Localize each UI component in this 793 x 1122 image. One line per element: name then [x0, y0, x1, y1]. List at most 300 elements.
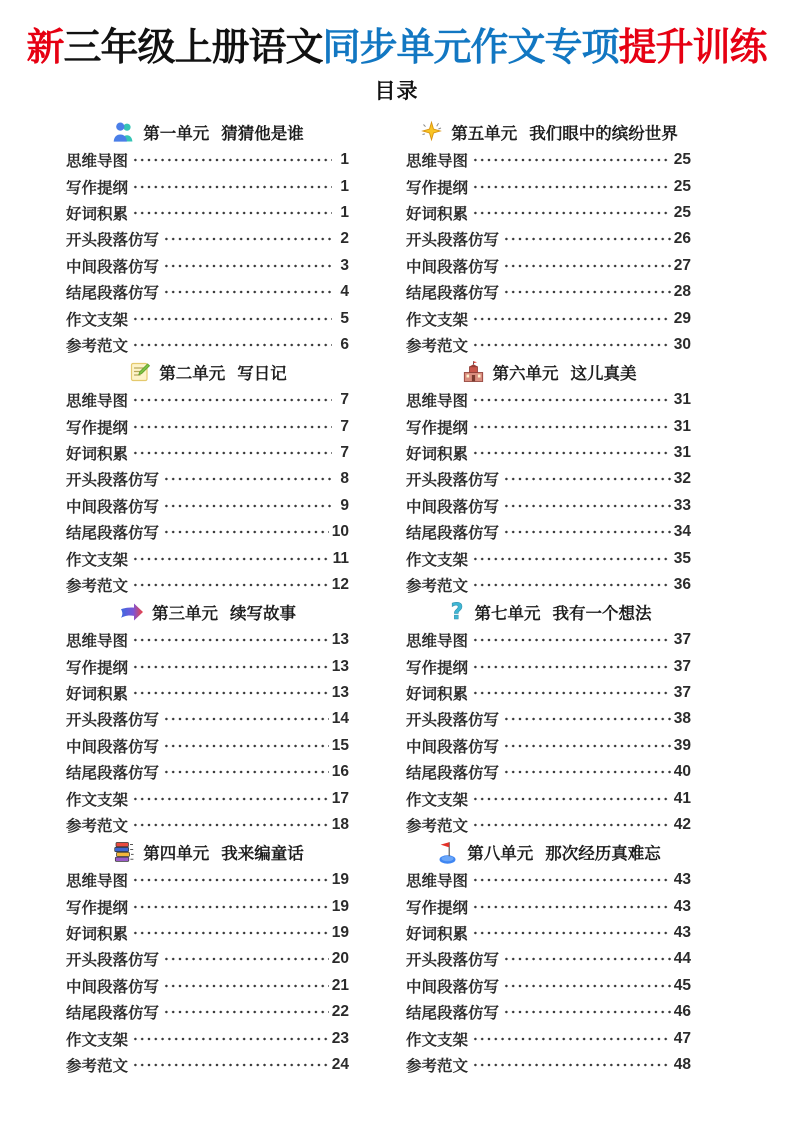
- toc-entry-page: 20: [331, 950, 349, 968]
- toc-entry-label: 中间段落仿写: [406, 738, 500, 756]
- toc-entry: [66, 1025, 349, 1051]
- toc-entry: [406, 387, 691, 413]
- toc-entry-page: 46: [673, 1003, 691, 1021]
- toc-entry-page: 13: [331, 631, 349, 649]
- toc-entry-page: 1: [340, 203, 349, 221]
- toc-entry-page: 13: [331, 683, 349, 701]
- dotted-leader: [503, 231, 671, 247]
- toc-entry-page: 5: [340, 309, 349, 327]
- section-header: [66, 358, 349, 385]
- toc-entry: [66, 785, 349, 811]
- toc-entry: [406, 653, 691, 679]
- dotted-leader: [503, 738, 671, 754]
- dotted-leader: [503, 524, 671, 540]
- dotted-leader: [472, 205, 671, 221]
- dotted-leader: [163, 978, 329, 994]
- toc-entry-page: 28: [673, 283, 691, 301]
- toc-entry-page: 11: [332, 549, 349, 567]
- toc-entry: [66, 200, 349, 226]
- toc-entry-label: 参考范文: [66, 337, 129, 355]
- unit-topic: 我有一个想法: [552, 604, 652, 623]
- toc-entry: [66, 279, 349, 305]
- toc-entry-label: 好词积累: [406, 205, 469, 223]
- toc-entry: [66, 147, 349, 173]
- toc-entry-label: 作文支架: [406, 791, 469, 809]
- toc-entry-page: 48: [673, 1055, 691, 1073]
- toc-section: [66, 598, 349, 838]
- dotted-leader: [132, 899, 329, 915]
- toc-entry: [406, 733, 691, 759]
- toc-entry-label: 写作提纲: [66, 179, 129, 197]
- table-of-contents: [0, 118, 793, 1078]
- toc-entry-page: 27: [673, 256, 691, 274]
- toc-entry-label: 中间段落仿写: [66, 978, 160, 996]
- toc-entry: [406, 627, 691, 653]
- toc-entry-page: 39: [673, 736, 691, 754]
- dotted-leader: [132, 577, 329, 593]
- toc-entry-page: 22: [331, 1003, 349, 1021]
- section-header: [66, 838, 349, 865]
- toc-entry: [66, 253, 349, 279]
- dotted-leader: [472, 925, 671, 941]
- toc-entry: [406, 893, 691, 919]
- dotted-leader: [132, 551, 330, 567]
- toc-entry-label: 作文支架: [406, 311, 469, 329]
- toc-entry-label: 思维导图: [66, 393, 129, 411]
- toc-entry-label: 中间段落仿写: [66, 498, 160, 516]
- memo-icon: [128, 360, 152, 384]
- two-people-icon: [111, 120, 136, 144]
- toc-entry-label: 作文支架: [406, 551, 469, 569]
- toc-entry: [406, 305, 691, 331]
- toc-entry-label: 写作提纲: [406, 899, 469, 917]
- dotted-leader: [132, 791, 329, 807]
- toc-entry: [406, 519, 691, 545]
- dotted-leader: [132, 632, 329, 648]
- dotted-leader: [132, 1031, 329, 1047]
- toc-entry-label: 结尾段落仿写: [66, 1005, 160, 1023]
- dotted-leader: [132, 445, 332, 461]
- dotted-leader: [132, 925, 329, 941]
- toc-entry-page: 7: [340, 391, 349, 409]
- toc-entry-page: 31: [673, 443, 691, 461]
- toc-entry-page: 25: [673, 151, 691, 169]
- toc-entry-page: 15: [331, 736, 349, 754]
- toc-entry-page: 37: [673, 657, 691, 675]
- toc-entry-label: 好词积累: [66, 925, 129, 943]
- toc-entry-label: 思维导图: [406, 153, 469, 171]
- toc-entry-label: 写作提纲: [406, 419, 469, 437]
- toc-entry-label: 结尾段落仿写: [406, 765, 500, 783]
- toc-entry-page: 42: [673, 815, 691, 833]
- title-segment: 同步单元作文专项: [322, 27, 619, 69]
- toc-entry: [66, 226, 349, 252]
- toc-entry-label: 中间段落仿写: [66, 738, 160, 756]
- dotted-leader: [472, 311, 671, 327]
- toc-entry: [66, 867, 349, 893]
- toc-entry-page: 24: [331, 1055, 349, 1073]
- toc-entry-label: 好词积累: [66, 685, 129, 703]
- unit-label: 第三单元: [152, 604, 218, 623]
- toc-entry-page: 6: [340, 335, 349, 353]
- dotted-leader: [132, 152, 332, 168]
- toc-entry-label: 好词积累: [406, 925, 469, 943]
- toc-entry-label: 开头段落仿写: [66, 232, 160, 250]
- toc-entry-label: 写作提纲: [66, 659, 129, 677]
- toc-entry-page: 7: [340, 443, 349, 461]
- dotted-leader: [472, 817, 671, 833]
- toc-entry-label: 中间段落仿写: [406, 498, 500, 516]
- dotted-leader: [472, 577, 671, 593]
- toc-entry-page: 19: [331, 897, 349, 915]
- toc-entry-label: 好词积累: [406, 685, 469, 703]
- toc-column-left: [66, 118, 349, 1078]
- toc-entry-page: 31: [673, 391, 691, 409]
- dotted-leader: [163, 951, 329, 967]
- toc-entry: [66, 173, 349, 199]
- unit-label: 第二单元: [159, 364, 226, 383]
- toc-entry: [66, 973, 349, 999]
- toc-entry: [406, 572, 691, 598]
- unit-topic: 我来编童话: [221, 844, 304, 863]
- toc-entry-label: 结尾段落仿写: [66, 525, 160, 543]
- toc-entry: [406, 413, 691, 439]
- toc-entry: [66, 653, 349, 679]
- toc-entry: [66, 812, 349, 838]
- unit-label: 第六单元: [492, 364, 559, 383]
- unit-label: 第七单元: [474, 604, 541, 623]
- toc-entry-page: 37: [673, 683, 691, 701]
- toc-entry-page: 18: [331, 815, 349, 833]
- unit-topic: 写日记: [237, 364, 287, 383]
- toc-section: [406, 118, 691, 358]
- toc-entry: [406, 946, 691, 972]
- toc-entry-label: 参考范文: [406, 817, 469, 835]
- toc-entry-page: 16: [331, 763, 349, 781]
- toc-entry: [406, 812, 691, 838]
- dotted-leader: [163, 711, 329, 727]
- dotted-leader: [163, 1004, 329, 1020]
- dotted-leader: [472, 685, 671, 701]
- toc-entry: [406, 999, 691, 1025]
- toc-entry-page: 19: [331, 923, 349, 941]
- toc-entry-label: 中间段落仿写: [66, 258, 160, 276]
- toc-entry-page: 31: [673, 417, 691, 435]
- dotted-leader: [132, 392, 332, 408]
- toc-entry-label: 作文支架: [66, 311, 129, 329]
- toc-entry-page: 10: [331, 523, 349, 541]
- dotted-leader: [132, 1057, 329, 1073]
- toc-entry-page: 34: [673, 523, 691, 541]
- dotted-leader: [503, 498, 671, 514]
- toc-entry: [66, 1052, 349, 1078]
- toc-entry-label: 结尾段落仿写: [66, 285, 160, 303]
- toc-entry: [406, 867, 691, 893]
- toc-entry-label: 参考范文: [406, 337, 469, 355]
- toc-entry-label: 作文支架: [66, 791, 129, 809]
- title-segment: 新: [26, 27, 64, 69]
- title-segment: 三年级上册语文: [63, 27, 323, 69]
- dotted-leader: [503, 258, 671, 274]
- toc-entry-label: 作文支架: [66, 551, 129, 569]
- dotted-leader: [132, 311, 332, 327]
- dotted-leader: [163, 231, 332, 247]
- unit-topic: 猜猜他是谁: [221, 124, 304, 143]
- toc-entry: [406, 1025, 691, 1051]
- toc-entry: [406, 785, 691, 811]
- dotted-leader: [503, 978, 671, 994]
- toc-entry: [406, 545, 691, 571]
- toc-entry-page: 38: [673, 710, 691, 728]
- toc-entry: [66, 946, 349, 972]
- toc-entry: [406, 147, 691, 173]
- toc-entry: [66, 440, 349, 466]
- dotted-leader: [472, 659, 671, 675]
- toc-entry: [406, 973, 691, 999]
- dotted-leader: [472, 632, 671, 648]
- toc-section: [406, 838, 691, 1078]
- toc-entry-page: 19: [331, 871, 349, 889]
- dotted-leader: [163, 764, 329, 780]
- toc-entry-page: 29: [673, 309, 691, 327]
- toc-section: [406, 358, 691, 598]
- toc-entry: [66, 999, 349, 1025]
- dotted-leader: [472, 791, 671, 807]
- toc-entry: [406, 173, 691, 199]
- toc-entry: [66, 759, 349, 785]
- toc-entry-page: 37: [673, 631, 691, 649]
- toc-entry: [406, 466, 691, 492]
- toc-entry: [66, 893, 349, 919]
- toc-entry: [66, 387, 349, 413]
- toc-entry-page: 1: [340, 177, 349, 195]
- dotted-leader: [163, 738, 329, 754]
- section-header: [66, 598, 349, 625]
- toc-entry-page: 7: [340, 417, 349, 435]
- toc-entry-label: 思维导图: [406, 633, 469, 651]
- toc-entry: [406, 332, 691, 358]
- question-icon: [446, 599, 468, 625]
- toc-entry: [66, 466, 349, 492]
- dotted-leader: [503, 1004, 671, 1020]
- dotted-leader: [163, 498, 332, 514]
- toc-entry-label: 写作提纲: [406, 179, 469, 197]
- toc-entry-page: 17: [331, 789, 349, 807]
- toc-column-right: [406, 118, 691, 1078]
- section-header: [406, 598, 691, 625]
- books-icon: [111, 840, 136, 864]
- arrow-icon: [119, 601, 145, 623]
- dotted-leader: [163, 284, 332, 300]
- toc-entry-label: 开头段落仿写: [406, 472, 500, 490]
- dotted-leader: [163, 524, 329, 540]
- dotted-leader: [472, 872, 671, 888]
- toc-entry: [406, 200, 691, 226]
- toc-entry-page: 12: [331, 575, 349, 593]
- toc-entry-page: 43: [673, 871, 691, 889]
- section-header: [406, 358, 691, 385]
- toc-entry-page: 26: [673, 230, 691, 248]
- toc-entry: [66, 493, 349, 519]
- toc-entry-label: 好词积累: [406, 445, 469, 463]
- toc-entry-label: 参考范文: [406, 577, 469, 595]
- toc-entry-page: 40: [673, 763, 691, 781]
- toc-entry: [406, 226, 691, 252]
- toc-entry-page: 9: [340, 496, 349, 514]
- dotted-leader: [503, 711, 671, 727]
- toc-entry-page: 23: [331, 1029, 349, 1047]
- dotted-leader: [132, 685, 329, 701]
- toc-entry: [406, 279, 691, 305]
- dotted-leader: [472, 419, 671, 435]
- toc-entry: [406, 253, 691, 279]
- dotted-leader: [132, 659, 329, 675]
- dotted-leader: [132, 205, 332, 221]
- toc-entry-page: 14: [331, 710, 349, 728]
- unit-topic: 续写故事: [230, 604, 296, 623]
- title-segment: 提升训练: [618, 27, 767, 69]
- toc-entry-label: 思维导图: [66, 633, 129, 651]
- dotted-leader: [132, 817, 329, 833]
- toc-entry: [406, 440, 691, 466]
- toc-entry-page: 4: [340, 283, 349, 301]
- toc-entry-label: 思维导图: [66, 873, 129, 891]
- dotted-leader: [472, 1057, 671, 1073]
- toc-entry: [66, 572, 349, 598]
- toc-entry-page: 35: [673, 549, 691, 567]
- toc-entry: [66, 305, 349, 331]
- dotted-leader: [503, 951, 671, 967]
- toc-entry-label: 中间段落仿写: [406, 258, 500, 276]
- toc-entry: [406, 706, 691, 732]
- toc-entry-page: 2: [340, 230, 349, 248]
- toc-entry-label: 思维导图: [406, 393, 469, 411]
- dotted-leader: [163, 471, 332, 487]
- toc-entry-label: 思维导图: [406, 873, 469, 891]
- toc-entry-label: 开头段落仿写: [406, 232, 500, 250]
- toc-entry-page: 25: [673, 203, 691, 221]
- toc-entry-label: 开头段落仿写: [66, 712, 160, 730]
- unit-label: 第四单元: [143, 844, 210, 863]
- toc-entry-label: 开头段落仿写: [66, 472, 160, 490]
- toc-entry-page: 21: [331, 976, 349, 994]
- dotted-leader: [472, 551, 671, 567]
- toc-entry-label: 写作提纲: [406, 659, 469, 677]
- dotted-leader: [503, 471, 671, 487]
- page-title: [0, 24, 793, 72]
- toc-entry: [66, 627, 349, 653]
- toc-entry: [66, 680, 349, 706]
- dotted-leader: [132, 872, 329, 888]
- toc-entry-label: 结尾段落仿写: [406, 525, 500, 543]
- toc-heading: 目录: [374, 79, 419, 103]
- dotted-leader: [132, 419, 332, 435]
- toc-entry-label: 中间段落仿写: [406, 978, 500, 996]
- toc-entry-page: 13: [331, 657, 349, 675]
- toc-section: [66, 118, 349, 358]
- toc-entry-page: 33: [673, 496, 691, 514]
- dotted-leader: [472, 179, 671, 195]
- toc-entry-label: 结尾段落仿写: [406, 285, 500, 303]
- section-header: [66, 118, 349, 145]
- dotted-leader: [132, 179, 332, 195]
- toc-entry-page: 43: [673, 897, 691, 915]
- toc-entry-page: 47: [673, 1029, 691, 1047]
- toc-entry-label: 结尾段落仿写: [406, 1005, 500, 1023]
- toc-entry-label: 思维导图: [66, 153, 129, 171]
- toc-section: [66, 358, 349, 598]
- toc-entry: [66, 519, 349, 545]
- toc-entry-page: 36: [673, 575, 691, 593]
- toc-entry-label: 参考范文: [66, 817, 129, 835]
- toc-entry-page: 43: [673, 923, 691, 941]
- toc-entry: [66, 920, 349, 946]
- toc-entry: [406, 920, 691, 946]
- unit-label: 第八单元: [467, 844, 534, 863]
- flag-icon: [436, 840, 460, 864]
- toc-entry-label: 开头段落仿写: [66, 952, 160, 970]
- school-icon: [461, 360, 486, 384]
- toc-entry-label: 写作提纲: [66, 419, 129, 437]
- dotted-leader: [472, 392, 671, 408]
- toc-entry-page: 1: [340, 151, 349, 169]
- sparkle-icon: [419, 120, 444, 144]
- dotted-leader: [472, 1031, 671, 1047]
- toc-entry-label: 开头段落仿写: [406, 952, 500, 970]
- toc-entry: [66, 332, 349, 358]
- toc-entry: [406, 1052, 691, 1078]
- toc-entry: [406, 493, 691, 519]
- toc-entry-label: 参考范文: [66, 577, 129, 595]
- toc-entry-page: 41: [673, 789, 691, 807]
- toc-entry-label: 写作提纲: [66, 899, 129, 917]
- toc-entry-page: 44: [673, 950, 691, 968]
- toc-section: [66, 838, 349, 1078]
- dotted-leader: [503, 764, 671, 780]
- toc-entry-label: 开头段落仿写: [406, 712, 500, 730]
- dotted-leader: [163, 258, 332, 274]
- toc-entry-page: 3: [340, 256, 349, 274]
- toc-entry: [66, 413, 349, 439]
- dotted-leader: [472, 899, 671, 915]
- dotted-leader: [472, 152, 671, 168]
- toc-entry: [406, 759, 691, 785]
- section-header: [406, 118, 691, 145]
- toc-entry: [406, 680, 691, 706]
- toc-entry-label: 结尾段落仿写: [66, 765, 160, 783]
- dotted-leader: [472, 337, 671, 353]
- dotted-leader: [472, 445, 671, 461]
- svg-text:?: ?: [450, 599, 463, 625]
- toc-entry-label: 参考范文: [66, 1057, 129, 1075]
- toc-entry-label: 作文支架: [66, 1031, 129, 1049]
- toc-entry-page: 25: [673, 177, 691, 195]
- unit-topic: 我们眼中的缤纷世界: [529, 124, 678, 143]
- toc-entry-label: 好词积累: [66, 205, 129, 223]
- section-header: [406, 838, 691, 865]
- toc-entry: [66, 545, 349, 571]
- toc-entry: [66, 733, 349, 759]
- dotted-leader: [132, 337, 332, 353]
- toc-entry-label: 参考范文: [406, 1057, 469, 1075]
- toc-section: [406, 598, 691, 838]
- toc-entry-page: 45: [673, 976, 691, 994]
- unit-topic: 那次经历真难忘: [545, 844, 661, 863]
- toc-entry: [66, 706, 349, 732]
- unit-label: 第一单元: [143, 124, 210, 143]
- toc-entry-label: 作文支架: [406, 1031, 469, 1049]
- toc-entry-label: 好词积累: [66, 445, 129, 463]
